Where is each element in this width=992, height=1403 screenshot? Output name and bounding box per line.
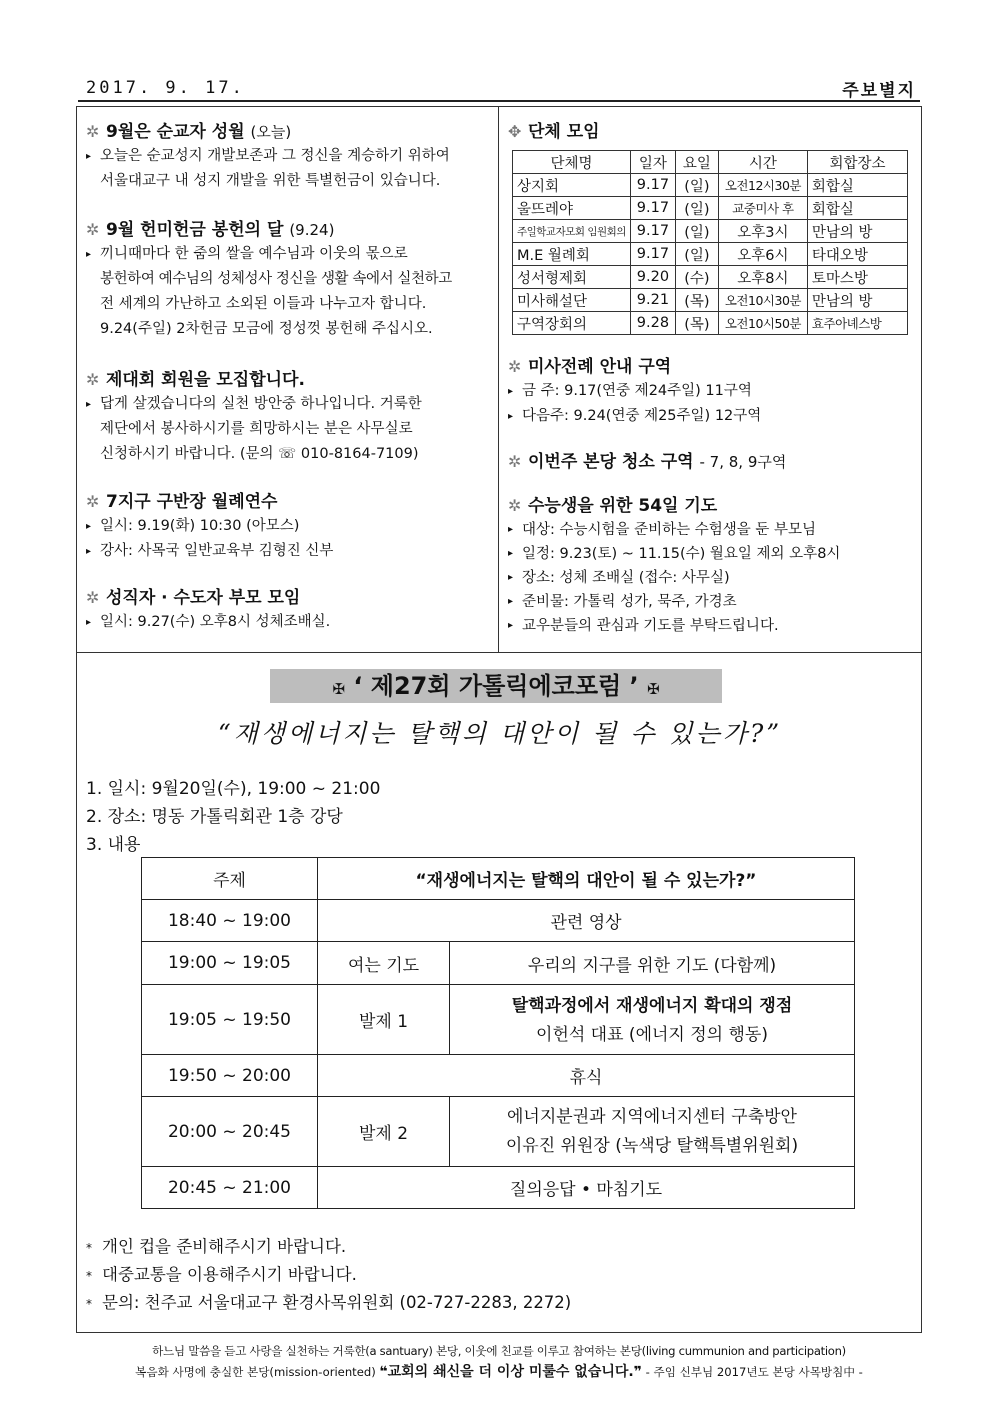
table-cell: (일) [675, 197, 718, 220]
cross-icon: ✠ [332, 680, 345, 698]
bullet-text: ▸ 끼니때마다 한 줌의 쌀을 예수님과 이웃의 몫으로 [86, 242, 452, 267]
table-cell: 울뜨레야 [513, 197, 631, 220]
star-icon: ✲ [508, 496, 522, 515]
table-row [513, 289, 908, 312]
table-cell: 9.17 [630, 243, 675, 266]
forum-contents-label: 3. 내용 [86, 835, 141, 855]
bullet-text-cont: 전 세계의 가난하고 소외된 이들과 나누고자 합니다. [100, 296, 427, 312]
notice-martyrs-month [86, 120, 450, 194]
forum-subtitle: “재생에너지는 탈핵의 대안이 될 수 있는가?” [217, 719, 783, 748]
star-icon: ✲ [86, 122, 100, 141]
table-cell: 9.17 [630, 197, 675, 220]
notice-altar-recruit [86, 368, 422, 467]
type-cell: 발제 2 [318, 1097, 450, 1167]
talk-speaker: 이헌석 대표 (에너지 정의 행동) [536, 1024, 768, 1045]
table-cell: (목) [675, 289, 718, 312]
star-icon: ✲ [86, 492, 100, 511]
section-subtitle: - 7, 8, 9구역 [699, 453, 787, 471]
column-header: 회합장소 [807, 151, 907, 174]
time-cell: 20:00 ~ 20:45 [142, 1097, 318, 1167]
table-cell: (일) [675, 243, 718, 266]
table-row [513, 243, 908, 266]
groups-table [512, 150, 908, 335]
table-row [142, 985, 855, 1055]
table-row [142, 900, 855, 942]
asterisk-icon: * [86, 1297, 92, 1311]
table-cell: (수) [675, 266, 718, 289]
time-cell: 19:00 ~ 19:05 [142, 942, 318, 985]
asterisk-icon: * [86, 1241, 92, 1255]
table-cell: 토마스방 [807, 266, 907, 289]
section-title: 9월은 순교자 성월 [106, 122, 245, 142]
type-cell: 발제 1 [318, 985, 450, 1055]
page-header [78, 76, 920, 102]
talk-title: 에너지분권과 지역에너지센터 구축방안 [507, 1106, 797, 1127]
note-item [86, 1233, 346, 1257]
table-cell: 교중미사 후 [718, 197, 807, 220]
bullet-text: ▸ 장소: 성체 조배실 (접수: 사무실) [508, 566, 840, 590]
asterisk-icon: * [86, 1269, 92, 1283]
forum-title: ‘ 제27회 가톨릭에코포럼 ’ [353, 672, 639, 700]
notice-cleaning-zone [508, 450, 786, 474]
table-cell: 오전10시50분 [718, 312, 807, 335]
table-cell: 오후3시 [718, 220, 807, 243]
table-cell: 오후6시 [718, 243, 807, 266]
content-cell: 우리의 지구를 위한 기도 (다함께) [450, 942, 855, 985]
star-icon: ✲ [86, 588, 100, 607]
section-title: 미사전례 안내 구역 [528, 357, 672, 377]
bullet-text-cont: 9.24(주일) 2차헌금 모금에 정성껏 봉헌해 주십시오. [100, 321, 433, 337]
bulletin-date: 2017. 9. 17. [86, 78, 245, 98]
section-title: 이번주 본당 청소 구역 [528, 452, 694, 472]
table-cell: 성서형제회 [513, 266, 631, 289]
table-cell: 주일학교자모회 임원회의 [513, 220, 631, 243]
table-cell: 효주아녜스방 [807, 312, 907, 335]
table-cell: 9.21 [630, 289, 675, 312]
table-cell: 오후8시 [718, 266, 807, 289]
table-cell: 오전10시30분 [718, 289, 807, 312]
note-item [86, 1289, 571, 1313]
notice-exam-prayer [508, 494, 840, 638]
bullet-text-cont: 봉헌하여 예수님의 성체성사 정신을 생활 속에서 실천하고 [100, 271, 452, 287]
bullet-text-cont: 제단에서 봉사하시기를 희망하시는 분은 사무실로 [100, 421, 413, 437]
table-cell: M.E 월례회 [513, 243, 631, 266]
bullet-text: ▸ 일시: 9.19(화) 10:30 (아모스) [86, 514, 333, 539]
section-title: 수능생을 위한 54일 기도 [528, 496, 718, 516]
time-cell: 19:50 ~ 20:00 [142, 1055, 318, 1097]
bullet-text: ▸ 오늘은 순교성지 개발보존과 그 정신을 계승하기 위하여 [86, 144, 450, 169]
content-cell: 관련 영상 [318, 900, 855, 942]
topic-text: “재생에너지는 탈핵의 대안이 될 수 있는가?” [318, 858, 855, 900]
section-subtitle: (9.24) [289, 221, 335, 239]
footer [76, 1341, 922, 1383]
bullet-text: ▸ 일정: 9.23(토) ~ 11.15(수) 월요일 제외 오후8시 [508, 542, 840, 566]
table-row [513, 266, 908, 289]
note-text: 개인 컵을 준비해주시기 바랍니다. [102, 1237, 347, 1256]
bullet-text: ▸ 대상: 수능시험을 준비하는 수험생을 둔 부모님 [508, 518, 840, 542]
column-header: 단체명 [513, 151, 631, 174]
table-cell: 구역장회의 [513, 312, 631, 335]
star-icon: ✲ [86, 370, 100, 389]
table-cell: 타대오방 [807, 243, 907, 266]
bullet-text: ▸ 금 주: 9.17(연중 제24주일) 11구역 [508, 379, 761, 404]
cross-icon: ✠ [647, 680, 660, 698]
star-icon: ✲ [508, 452, 522, 471]
table-cell: 9.17 [630, 174, 675, 197]
bullet-text: ▸ 강사: 사목국 일반교육부 김형진 신부 [86, 539, 333, 564]
footer-line1: 하느님 말씀을 듣고 사랑을 실천하는 거룩한(a santuary) 본당, 이웃에 친교를 이루고 참여하는 본당(living cummunion and participation) [152, 1344, 846, 1358]
groups-title [508, 120, 600, 144]
time-cell: 18:40 ~ 19:00 [142, 900, 318, 942]
section-title: 9월 헌미헌금 봉헌의 달 [106, 220, 284, 240]
program-table [141, 857, 855, 1209]
table-cell: 9.17 [630, 220, 675, 243]
notice-mass-zone [508, 355, 761, 429]
type-cell: 여는 기도 [318, 942, 450, 985]
bullet-text: ▸ 답게 살겠습니다의 실천 방안중 하나입니다. 거룩한 [86, 392, 422, 417]
table-cell: 만남의 방 [807, 289, 907, 312]
table-row [513, 220, 908, 243]
table-row [513, 174, 908, 197]
flower-icon: ✥ [508, 122, 522, 141]
table-cell: 만남의 방 [807, 220, 907, 243]
note-text: 문의: 천주교 서울대교구 환경사목위원회 (02-727-2283, 2272) [102, 1293, 572, 1312]
footer-motto: ❝교회의 쇄신을 더 이상 미룰수 없습니다.❞ [379, 1364, 642, 1380]
note-text: 대중교통을 이용해주시기 바랍니다. [102, 1265, 357, 1284]
table-cell: (일) [675, 174, 718, 197]
talk-speaker: 이유진 위원장 (녹색당 탈핵특별위원회) [505, 1135, 799, 1156]
table-cell: 미사해설단 [513, 289, 631, 312]
time-cell: 20:45 ~ 21:00 [142, 1167, 318, 1209]
table-row [142, 1055, 855, 1097]
content-cell: 휴식 [318, 1055, 855, 1097]
bullet-text: ▸ 교우분들의 관심과 기도를 부탁드립니다. [508, 614, 840, 638]
table-cell: 9.20 [630, 266, 675, 289]
note-item [86, 1261, 357, 1285]
column-header: 시간 [718, 151, 807, 174]
forum-date: 1. 일시: 9월20일(수), 19:00 ~ 21:00 [86, 779, 381, 799]
star-icon: ✲ [86, 220, 100, 239]
table-cell: 상지회 [513, 174, 631, 197]
section-title: 7지구 구반장 월례연수 [106, 492, 278, 512]
section-subtitle: (오늘) [250, 123, 292, 141]
column-divider [498, 106, 499, 652]
table-cell: (일) [675, 220, 718, 243]
content-cell [450, 1097, 855, 1167]
table-row [513, 197, 908, 220]
bullet-text: ▸ 준비물: 가톨릭 성가, 묵주, 가경초 [508, 590, 840, 614]
bullet-text: ▸ 다음주: 9.24(연중 제25주일) 12구역 [508, 404, 761, 429]
table-row [142, 942, 855, 985]
table-header-row [513, 151, 908, 174]
table-cell: 오전12시30분 [718, 174, 807, 197]
bullet-text-cont: 서울대교구 내 성지 개발을 위한 특별헌금이 있습니다. [100, 173, 441, 189]
section-title: 단체 모임 [528, 122, 600, 142]
star-icon: ✲ [508, 357, 522, 376]
footer-line2-a: 복음화 사명에 충실한 본당(mission-oriented) [135, 1365, 376, 1379]
bullet-text: ▸ 일시: 9.27(수) 오후8시 성체조배실. [86, 610, 330, 635]
section-title: 성직자 · 수도자 부모 모임 [106, 588, 301, 608]
table-cell: 회합실 [807, 174, 907, 197]
table-cell: (목) [675, 312, 718, 335]
column-header: 요일 [675, 151, 718, 174]
content-cell [450, 985, 855, 1055]
talk-title: 탈핵과정에서 재생에너지 확대의 쟁점 [511, 995, 793, 1016]
forum-banner [270, 669, 722, 703]
table-cell: 회합실 [807, 197, 907, 220]
column-header: 일자 [630, 151, 675, 174]
table-row [142, 1097, 855, 1167]
table-row [142, 858, 855, 900]
section-divider [76, 652, 922, 653]
table-row [513, 312, 908, 335]
table-cell: 9.28 [630, 312, 675, 335]
section-title: 제대회 회원을 모집합니다. [106, 370, 305, 390]
footer-line2 [76, 1362, 922, 1383]
bulletin-name: 주보별지 [842, 81, 916, 101]
time-cell: 19:05 ~ 19:50 [142, 985, 318, 1055]
forum-place: 2. 장소: 명동 가톨릭회관 1층 강당 [86, 807, 343, 827]
footer-line2-c: - 주임 신부님 2017년도 본당 사목방침中 - [645, 1365, 863, 1379]
notice-district-training [86, 490, 333, 564]
bullet-text-cont: 신청하시기 바랍니다. (문의 ☏ 010-8164-7109) [100, 446, 419, 462]
table-row [142, 1167, 855, 1209]
notice-rice-offering [86, 218, 452, 342]
topic-label: 주제 [142, 858, 318, 900]
content-cell: 질의응답 • 마침기도 [318, 1167, 855, 1209]
notice-clergy-parents [86, 586, 330, 635]
